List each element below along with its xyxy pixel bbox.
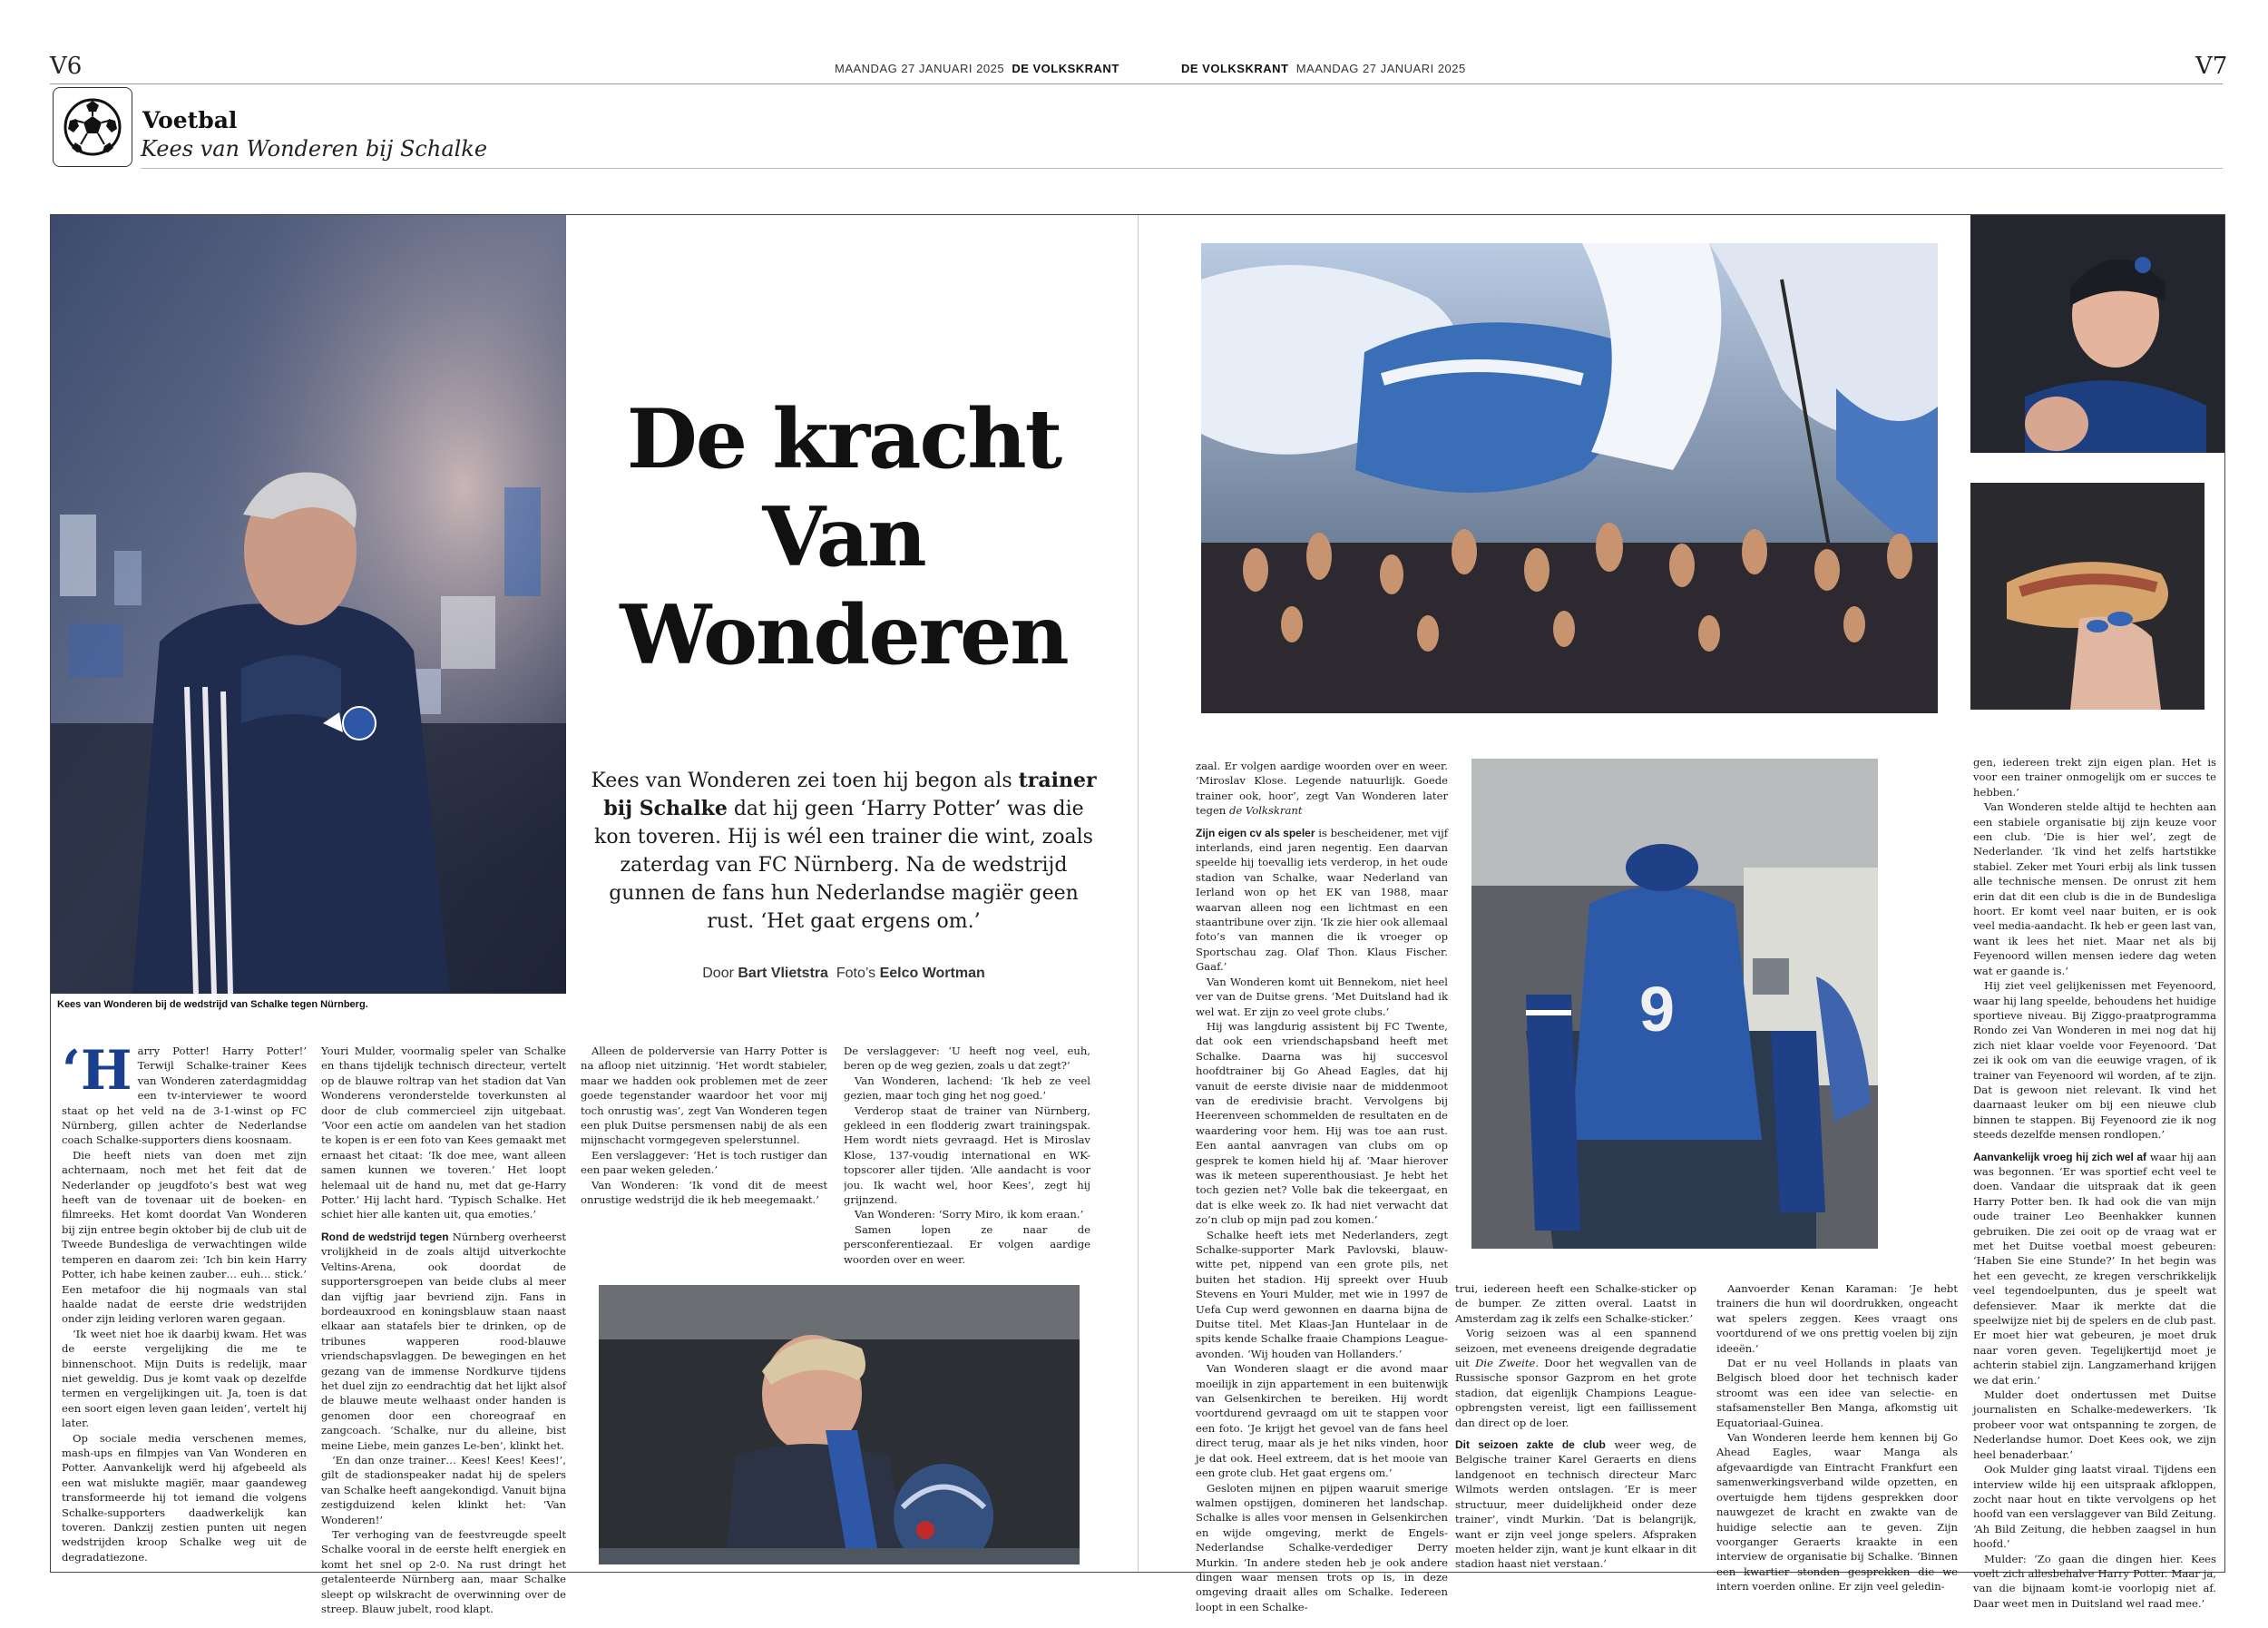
paragraph: weer weg, de Belgische trainer Karel Geraerts en diens landgenoot en technisch directeur Marc Wilmots werden ontslagen. ‘Er is meer structuur, meer duidelijkheid onder deze trainer’, vindt Murkin. ‘Dat is belangrijk, want er zijn veel jonge spelers. Afspraken moeten helder zijn, want je kunt elkaar in dit stadion haast niet verstaan.’ <box>1455 1438 1696 1571</box>
paragraph: Hij ziet veel gelijkenissen met Feyenoord, waar hij lang speelde, behoudens het huidige sportieve niveau. Bij Ziggo-praatprogramma Rondo zei Van Wonderen in mei nog dat hij zich niet klaar voelde voor Feyenoord. ‘Dat zei ik ook om van die eeuwige vragen, of ik trainer van Feyenoord wil worden, af te zijn. Dat is gewoon niet relevant. Ik vind het daarnaast leuker om bij een nieuwe club binnen te stappen. Bij Feyenoord zie ik nog steeds dezelfde mensen rondlopen.’ <box>1973 979 2216 1142</box>
photo-bratwurst-hand <box>1970 483 2204 710</box>
paragraph: Van Wonderen slaagt er die avond maar moeilijk in zijn appartement in een buitenwijk van Gelsenkirchen te bereiken. Hij wordt voortdurend gevraagd om uit te stappen voor een foto. ‘Je krijgt het gevoel van de fans heel direct terug, maar als je het niks vinden, hoor je dat ook. Heel extreem, dat is het mooie van een grote club. Het gaat ergens om.’ <box>1196 1362 1448 1480</box>
soccer-ball-icon <box>54 88 132 166</box>
column-r4 <box>1973 755 2216 1611</box>
byline-fotos: Foto’s <box>836 966 880 981</box>
subheading: Aanvankelijk vroeg hij zich wel af <box>1973 1150 2147 1163</box>
main-photo-coach <box>51 215 566 994</box>
right-date: MAANDAG 27 JANUARI 2025 <box>1295 62 1466 75</box>
page-number-right: V7 <box>2195 53 2228 80</box>
paragraph: Van Wonderen: ‘Ik vond dit de meest onrustige wedstrijd die ik heb meegemaakt.’ <box>581 1178 827 1207</box>
paragraph: Van Wonderen leerde hem kennen bij Go Ahead Eagles, waar Manga als afgevaardigde van Eintracht Frankfurt een samenwerkingsverband wilde opzetten, en overtuigde hem tijdens gesprekken door nauwgezet de kracht en zwakte van de huidige selectie aan te geven. Zijn voorganger Geraerts kraakte in een interview de organisatie bij Schalke. ‘Binnen een kwartier stonden gesprekken die we intern voerden online. Er zijn veel geledin- <box>1716 1431 1958 1594</box>
drop-cap: ‘H <box>62 1039 132 1103</box>
paragraph: Aanvoerder Kenan Karaman: ‘Je hebt trainers die hun wil doordrukken, ongeacht wat spelers zeggen. Kees vraagt ons voortdurend of we ons prettig voelen bij zijn ideeën.’ <box>1716 1282 1958 1355</box>
paragraph: is bescheidener, met vijf interlands, eind jaren negentig. Een daarvan speelde hij toevallig iets verderop, in het oude stadion van Schalke, waar Nederland van Ierland won op het EK van 1988, maar waarvan alleen nog een lichtmast en een staantribune over zijn. ‘Ik zie hier ook allemaal foto’s van mannen die ik vroeger op Sportschau zag. Olaf Thon. Klaus Fischer. Gaaf.’ <box>1196 826 1448 974</box>
title-line-1: De kracht <box>626 391 1061 487</box>
paragraph: Van Wonderen komt uit Bennekom, niet heel ver van de Duitse grens. ‘Met Duitsland had ik wel wat. Er zijn zo veel grote clubs.’ <box>1196 975 1448 1018</box>
section-icon-box <box>53 87 132 167</box>
title-line-2: Van <box>762 489 925 585</box>
paragraph-italic: de Volkskrant <box>1228 804 1303 818</box>
paragraph: ‘En dan onze trainer… Kees! Kees! Kees!’, gilt de stadionspeaker nadat hij de spelers van Schalke heeft aangekondigd. Vanuit bijna zestigduizend kelen klinkt het: ‘Van Wonderen!’ <box>321 1453 566 1526</box>
page-gutter <box>1138 215 1139 1572</box>
paragraph: Mulder doet ondertussen met Duitse journalisten en Schalke-medewerkers. ‘Ik probeer voor wat ontspanning te zorgen, de Nederlandse humor. Doet Kees ook, we zijn heel benaderbaar.’ <box>1973 1388 2216 1461</box>
paragraph: trui, iedereen heeft een Schalke-sticker op de bumper. Ze zitten overal. Laatst in Amsterdam zag ik zelfs een Schalke-sticker.’ <box>1455 1282 1696 1325</box>
paragraph: Alleen de polderversie van Harry Potter is na afloop niet uitzinnig. ‘Het wordt stabieler, maar we hadden ook problemen met de zeer goede tegenstander waardoor het voor mij toch onrustig was’, zegt Van Wonderen tegen een pluk Duitse persmensen nabij de als een mijnschacht vormgegeven spelerstunnel. <box>581 1044 827 1147</box>
paragraph: Van Wonderen: ‘Sorry Miro, ik kom eraan.’ <box>855 1208 1084 1221</box>
column-3 <box>581 1044 827 1280</box>
svg-text:9: 9 <box>1639 974 1675 1044</box>
page-number-left: V6 <box>50 53 83 80</box>
photo-boy-window <box>599 1285 1080 1564</box>
paragraph: Mulder: ‘Zo gaan die dingen hier. Kees voelt zich allesbehalve Harry Potter. Maar ja, van die bijnaam komt-ie voorlopig niet af. Daar weet men in Duitsland wel raad mee.’ <box>1973 1552 2216 1610</box>
byline <box>590 966 1098 982</box>
section-divider <box>141 168 2223 169</box>
paragraph: De verslaggever: ‘U heeft nog veel, euh, beren op de weg gezien, zoals u dat zegt?’ <box>844 1044 1090 1073</box>
paragraph: Dat er nu veel Hollands in plaats van Belgisch bloed door het technisch kader stroomt was een idee van selectie- en stafsamensteller Ben Manga, afkomstig uit Equatoriaal-Guinea. <box>1716 1357 1958 1429</box>
section-label: Voetbal <box>142 107 238 133</box>
photo-fan-beanie <box>1970 215 2224 453</box>
paragraph: Schalke heeft iets met Nederlanders, zegt Schalke-supporter Mark Pavlovski, blauw-witte pet, nippend van een grote pils, net buiten het stadion. Hij spreekt over Huub Stevens en Youri Mulder, met wie in 1997 de Uefa Cup werd gewonnen en daarna bijna de Duitse titel. Met Klaas-Jan Huntelaar in de spits kende Schalke fraaie Champions League-avonden. ‘Wij houden van Hollanders.’ <box>1196 1228 1448 1360</box>
lead-text-1: Kees van Wonderen zei toen hij begon als <box>591 770 1019 792</box>
lead-text-2: dat hij geen ‘Harry Potter’ was die kon toveren. Hij is wél een trainer die wint, zoals zaterdag van FC Nürnberg. Na de wedstrijd gunnen de fans hun Nederlandse magiër geen rust. ‘Het gaat ergens om.’ <box>594 798 1093 933</box>
paragraph: Verderop staat de trainer van Nürnberg, gekleed in een flodderig zwart trainingspak. Hem wordt niets gevraagd. Het is Miroslav Klose, 137-voudig international en WK-topscorer aller tijden. ‘Alle aandacht is voor jou. Ik wacht wel, hoor Kees’, zegt hij grijnzend. <box>844 1103 1090 1207</box>
left-paper-name: DE VOLKSKRANT <box>1012 62 1119 75</box>
paragraph: Vorig seizoen was al een spannend seizoen, met eveneens dreigende degradatie uit <box>1455 1327 1696 1370</box>
paragraph: ‘Ik weet niet hoe ik daarbij kwam. Het was de eerste vergelijking die me te binnenschoot. Mijn Duits is redelijk, maar niet geweldig. Dus je komt vaak op dezelfde termen en vergelijkingen uit. Ja, toen is dat een soort eigen leven gaan leiden’, vertelt hij later. <box>62 1327 307 1430</box>
paragraph: Hij was langdurig assistent bij FC Twente, dat ook een vriendschapsband heeft met Schalke. Daarna was hij succesvol hoofdtrainer bij Go Ahead Eagles, dat hij vanuit de eerste divisie naar de middenmoot van de eredivisie bracht. Vervolgens bij Heerenveen schommelden de resultaten en de waardering voor hem. Hij was toe aan rust. Een aantal aanvragen van clubs om op gesprek te komen hield hij af. ‘Maar hierover was ik meteen superenthousiast. Je hebt het toch gezien net? Volle bak die tekeergaat, en dat is elke week zo. Ik had niet verwacht dat zo’n club op mijn pad zou komen.’ <box>1196 1019 1448 1227</box>
left-date-line <box>835 62 1119 75</box>
paragraph: waar hij aan was begonnen. ‘Er was sportief echt veel te doen. Vandaar die uitspraak dat ik geen Harry Potter ben. Ik had ook die van mijn oude trainer Leo Beenhakker kunnen gebruiken. Die zei ooit op de vraag wat er met het Duitse voetbal moest gebeuren: ‘Haben Sie eine Stunde?’ In het begin was het een gevecht, ze kregen verschrikkelijk veel tegendoelpunten, dus je speelt wat defensiever. Maar ik merkte dat die speelwijze niet bij de spelers en de club past. Er moet hier wat gebeuren, je moet druk naar voren geven. Tegelijkertijd moet je achterin stabiel zijn. Langzamerhand krijgen we dat erin.’ <box>1973 1150 2216 1387</box>
paragraph: . Door het wegvallen van de Russische sponsor Gazprom en het grote stadion, dat eigenlijk Champions League-opbrengsten vereist, ligt een faillissement dan direct op de loer. <box>1455 1357 1696 1429</box>
paragraph: Nürnberg overheerst vrolijkheid in de zoals altijd uitverkochte Veltins-Arena, ook doordat de supportersgroepen van beide clubs al meer dan vijftig jaar bevriend zijn. Fans in bordeauxrood en koningsblauw staan naast elkaar aan statafels bier te drinken, op de tribunes wapperen rood-blauwe vriendschapsvlaggen. De bewegingen en het gezang van de immense Nordkurve tijdens het duel zijn zo eendrachtig dat het lijkt alsof de blauwe meute welhaast onder handen is genomen door een choreograaf en zangcoach. ‘Schalke, nur du alleine, bist meine Liebe, mein ganzes Le-ben’, klinkt het. <box>321 1230 567 1452</box>
left-date: MAANDAG 27 JANUARI 2025 <box>835 62 1005 75</box>
byline-door: Door <box>702 966 738 981</box>
paragraph: Van Wonderen stelde altijd te hechten aan een stabiele organisatie bij zijn keuze voor een club. ‘Die is hier wel’, zegt de Nederlander. ‘Ik vind het zelfs hartstikke stabiel. Zeker met Youri erbij als link tussen alle technische mensen. De onrust zit hem erin dat dit een club is die in de Bundesliga hoort. Er komt veel naar buiten, er is ook veel media-aandacht. Ik heb er geen last van, want ik lees het niet. Maar net als bij Feyenoord willen mensen iedere dag weten wat er gaande is.’ <box>1973 800 2216 977</box>
paragraph: gen, iedereen trekt zijn eigen plan. Het is voor een trainer onmogelijk om er succes te hebben.’ <box>1973 756 2216 799</box>
paragraph-italic: Die Zweite <box>1475 1357 1536 1370</box>
paragraph: Die heeft niets van doen met zijn achternaam, noch met het feit dat de Nederlander op jeugdfoto’s best wat weg heeft van de tovenaar uit de boeken- en filmreeks. Het komt doordat Van Wonderen bij zijn entree begin oktober bij de club uit de Tweede Bundesliga de verwachtingen wilde temperen en daarom zei: ‘Ich bin kein Harry Potter, ich habe keinen zauber… euh… stick.’ Een metafoor die hij nogmaals van stal haalde nadat de eerste drie wedstrijden onder zijn leiding verloren waren gegaan. <box>62 1148 307 1326</box>
photo-fan-at-stall <box>1471 759 1878 1249</box>
right-paper-name: DE VOLKSKRANT <box>1181 62 1289 75</box>
paragraph: Van Wonderen, lachend: ‘Ik heb ze veel gezien, maar toch ging het nog goed.’ <box>844 1074 1090 1103</box>
paragraph: arry Potter! Harry Potter!’ Terwijl Schalke-trainer Kees van Wonderen zaterdagmiddag een tv-interviewer te woord staat op het veld na de 3-1-winst op FC Nürnberg, gillen achter de Nederlandse coach Schalke-supporters diens koosnaam. <box>62 1044 307 1147</box>
column-r3 <box>1716 1281 1958 1594</box>
main-photo-caption: Kees van Wonderen bij de wedstrijd van Schalke tegen Nürnberg. <box>57 999 368 1010</box>
column-r2 <box>1455 1281 1696 1572</box>
byline-photographer: Eelco Wortman <box>879 966 985 981</box>
section-subtitle: Kees van Wonderen bij Schalke <box>141 136 488 162</box>
title-line-3: Wonderen <box>620 587 1068 683</box>
column-r1 <box>1196 759 1448 1614</box>
photo-flags-fans <box>1201 243 1938 713</box>
column-1 <box>62 1039 307 1564</box>
paragraph: Gesloten mijnen en pijpen waaruit smerige walmen opstijgen, domineren het landschap. Schalke is alles voor mensen in Gelsenkirchen en wijde omgeving, merkt de Engels-Nederlandse Schalke-verdediger Derry Murkin. ‘In andere steden heb je ook andere dingen waar mensen trots op is, in deze omgeving draait alles om Schalke. Iedereen loopt in een Schalke- <box>1196 1481 1448 1613</box>
paragraph: Samen lopen ze naar de persconferentiezaal. Er volgen aardige woorden over en weer. <box>844 1222 1090 1266</box>
column-2 <box>321 1044 566 1616</box>
right-date-line <box>1181 62 1466 75</box>
paragraph: Een verslaggever: ‘Het is toch rustiger dan een paar weken geleden.’ <box>581 1148 827 1177</box>
paragraph: Op sociale media verschenen memes, mash-ups en filmpjes van Van Wonderen en Potter. Aanvankelijk werd hij afgebeeld als een wat mislukte magiër, maar gaandeweg transformeerde hij tot iemand die volgens Schalke-supporters daadwerkelijk kan toveren. Dankzij zestien punten uit negen wedstrijden kroop Schalke weg uit de degradatiezone. <box>62 1431 307 1564</box>
subheading: Dit seizoen zakte de club <box>1455 1438 1606 1452</box>
paragraph: Ter verhoging van de feestvreugde speelt Schalke vooral in de eerste helft energiek en komt het snel op 2-0. Na rust dringt het getalenteerde Nürnberg aan, maar Schalke sleept op wilskracht de overwinning over de streep. Blauw jubelt, rood klapt. <box>321 1528 566 1616</box>
byline-author: Bart Vlietstra <box>738 966 828 981</box>
article-lead <box>590 767 1098 936</box>
paragraph: Youri Mulder, voormalig speler van Schalke en thans tijdelijk technisch directeur, vertelt op de blauwe roltrap van het stadion dat Van Wonderens veronderstelde toverkunsten al door de club commercieel zijn uitgebaat. ‘Voor een actie om aandelen van het stadion te kopen is er een foto van Kees gemaakt met ernaast het citaat: ‘Ik doe mee, want alleen samen kunnen we toveren.’ Het loopt helemaal uit de hand nu, met dat ge-Harry Potter.’ Hij lacht hard. ‘Typisch Schalke. Het schiet hier alle kanten uit, qua emoties.’ <box>321 1044 566 1221</box>
column-4 <box>844 1044 1090 1280</box>
header-divider <box>50 83 2223 84</box>
lead-bold: trainer bij Schalke <box>603 769 1097 820</box>
subheading: Zijn eigen cv als speler <box>1196 826 1315 839</box>
subheading: Rond de wedstrijd tegen <box>321 1230 449 1243</box>
paragraph: Ook Mulder ging laatst viraal. Tijdens een interview wilde hij een uitspraak afkloppen, zocht naar hout en tikte vervolgens op het hoofd van een verslaggever van Bild Zeitung. ‘Ah Bild Zeitung, die hebben zaagsel in hun hoofd.’ <box>1973 1463 2216 1551</box>
article-title <box>572 390 1116 684</box>
paragraph: zaal. Er volgen aardige woorden over en weer. ‘Miroslav Klose. Legende natuurlijk. Goede trainer ook, hoor’, zegt Van Wonderen later tegen <box>1196 760 1448 818</box>
